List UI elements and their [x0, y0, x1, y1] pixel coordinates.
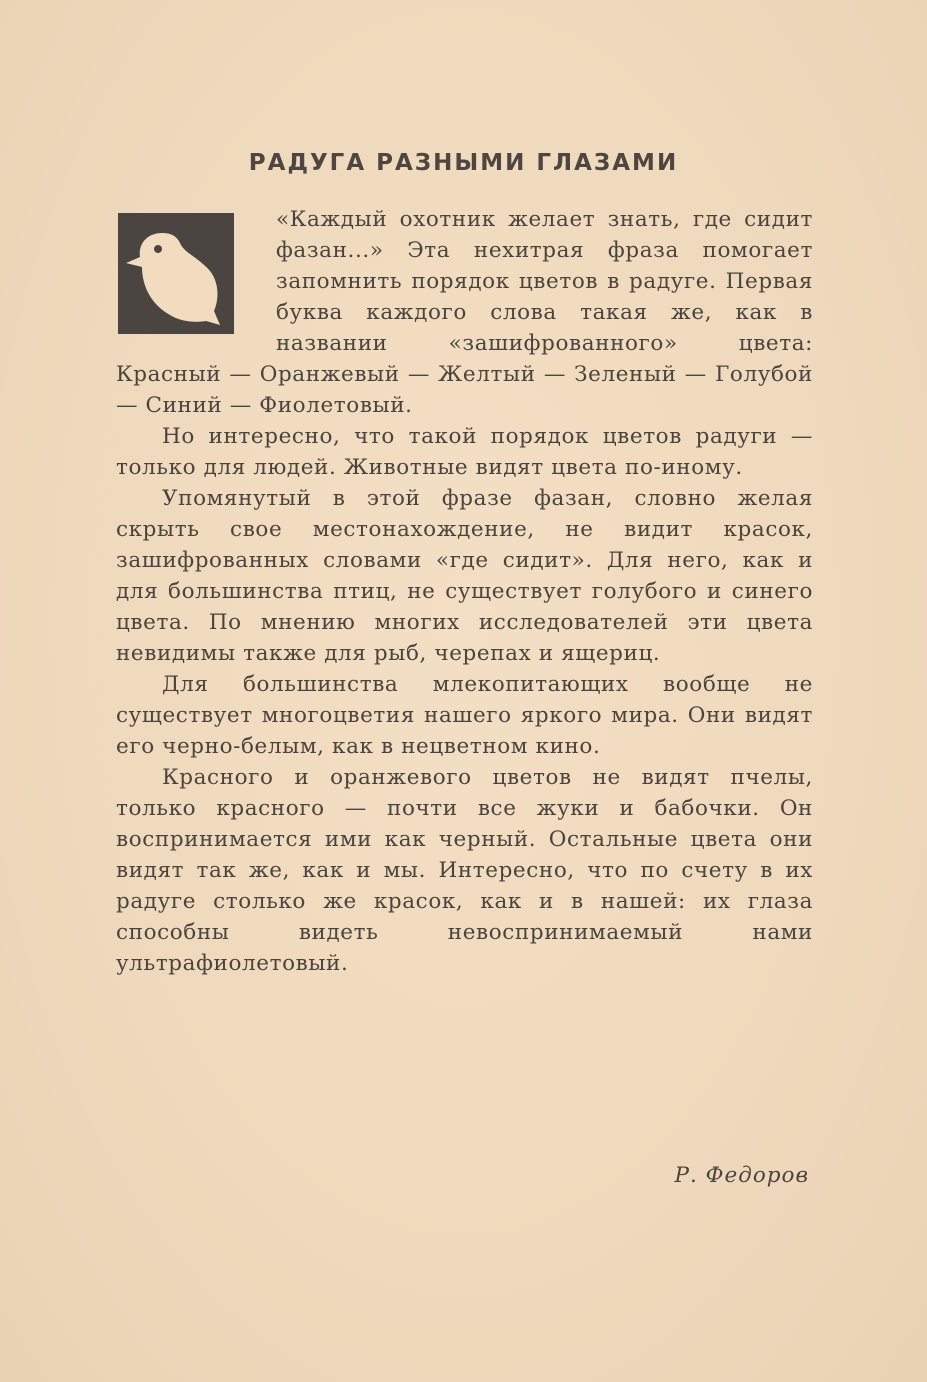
article-paragraph-3: Упомянутый в этой фразе фазан, словно желая скрыть свое местонахождение, не видит красок, зашифрованных словами «где сидит». Для него, как и для большинства птиц, не существует голубого и синего цвета. По мнению многих исследователей эти цвета невидимы также для рыб, черепах и ящериц.	[116, 486, 813, 666]
author-signature: Р. Федоров	[674, 1163, 809, 1188]
article-paragraph-1: «Каждый охотник желает знать, где сидит фазан...» Эта нехитрая фраза помогает запомнить порядок цветов в радуге. Первая буква каждого слова такая же, как в названии «зашифрованного» цвета: Красный — Оранжевый — Желтый — Зеленый — Голубой — Синий — Фиолетовый.	[116, 207, 813, 418]
initial-space	[116, 204, 276, 359]
article-paragraph-5: Красного и оранжевого цветов не видят пчелы, только красного — почти все жуки и бабочки. Он воспринимается ими как черный. Остальные цвета они видят так же, как и мы. Интересно, что по счету в их радуге столько же красок, как и в нашей: их глаза способны видеть невоспринимаемый нами ультрафиолетовый.	[116, 765, 813, 976]
article-title: РАДУГА РАЗНЫМИ ГЛАЗАМИ	[248, 150, 679, 176]
article-paragraph-4: Для большинства млекопитающих вообще не существует многоцветия нашего яркого мира. Они видят его черно-белым, как в нецветном кино.	[116, 672, 813, 759]
article-body	[116, 204, 813, 979]
article-paragraph-2: Но интересно, что такой порядок цветов радуги — только для людей. Животные видят цвета по-иному.	[116, 424, 813, 480]
